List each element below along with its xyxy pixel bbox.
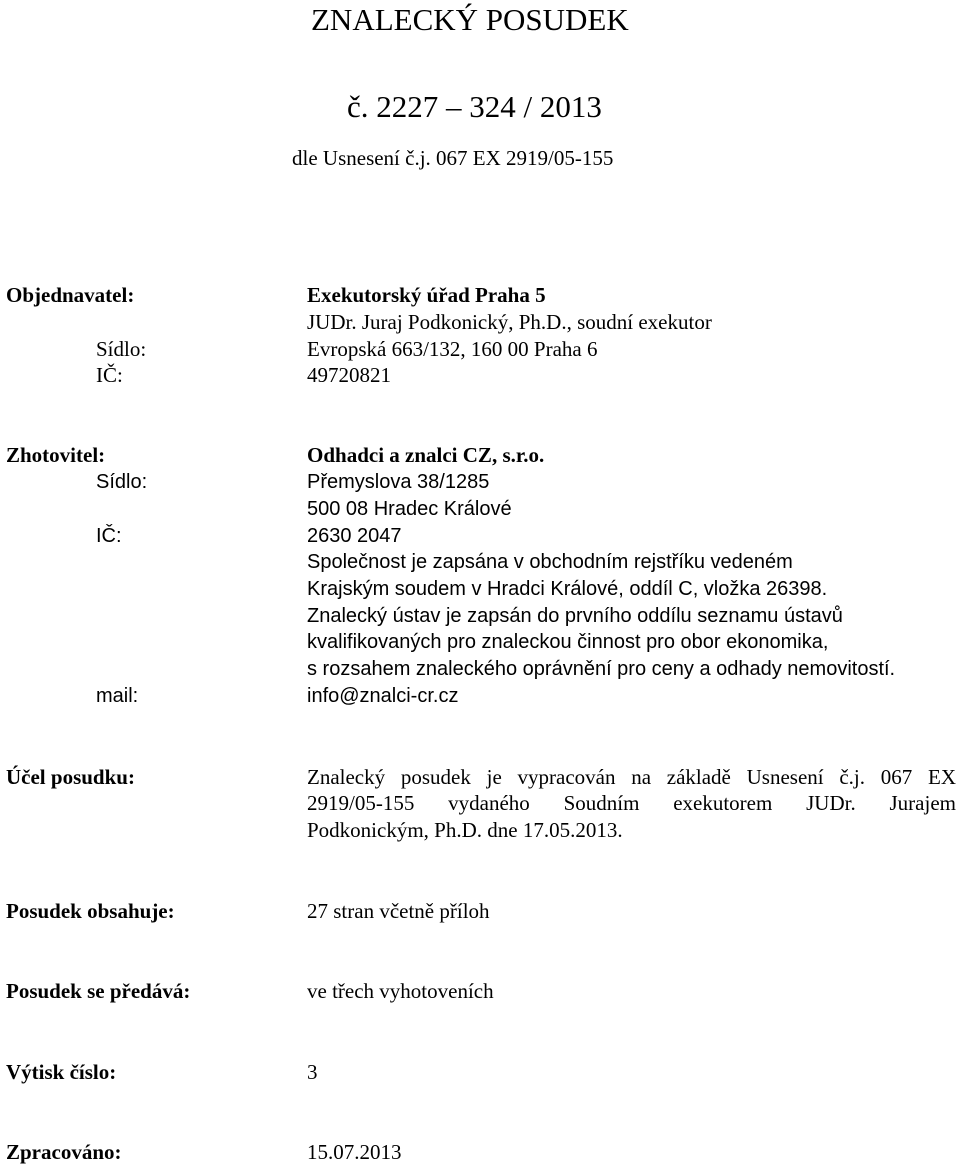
client-ic-label: IČ: bbox=[96, 363, 123, 387]
handover-label: Posudek se předává: bbox=[6, 979, 191, 1003]
processed-label: Zpracováno: bbox=[6, 1140, 122, 1164]
contractor-institute-line: kvalifikovaných pro znaleckou činnost pro obor ekonomika, bbox=[307, 631, 829, 653]
contractor-mail-label: mail: bbox=[96, 685, 139, 707]
contractor-institute-line: s rozsahem znaleckého oprávnění pro ceny a odhady nemovitostí. bbox=[307, 658, 896, 680]
client-name: Exekutorský úřad Praha 5 bbox=[307, 283, 546, 307]
purpose-text-line: Znalecký posudek je vypracován na základě Usnesení č.j. 067 EX bbox=[307, 765, 956, 789]
contractor-mail[interactable]: info@znalci-cr.cz bbox=[307, 685, 459, 707]
contractor-label: Zhotovitel: bbox=[6, 443, 106, 467]
contents-value: 27 stran včetně příloh bbox=[307, 899, 490, 923]
contractor-street: Přemyslova 38/1285 bbox=[307, 471, 490, 493]
copy-number-label: Výtisk číslo: bbox=[6, 1060, 117, 1084]
contractor-register-line: Krajským soudem v Hradci Králové, oddíl C, vložka 26398. bbox=[307, 578, 828, 600]
document-reference: dle Usnesení č.j. 067 EX 2919/05-155 bbox=[292, 146, 614, 170]
contents-label: Posudek obsahuje: bbox=[6, 899, 175, 923]
contractor-register-line: Společnost je zapsána v obchodním rejstříku vedeném bbox=[307, 551, 793, 573]
client-ic: 49720821 bbox=[307, 363, 391, 387]
document-title: ZNALECKÝ POSUDEK bbox=[311, 2, 629, 37]
client-person: JUDr. Juraj Podkonický, Ph.D., soudní exekutor bbox=[307, 310, 712, 334]
copy-number-value: 3 bbox=[307, 1060, 318, 1084]
client-seat-label: Sídlo: bbox=[96, 337, 147, 361]
purpose-text-line: 2919/05-155 vydaného Soudním exekutorem JUDr. Jurajem bbox=[307, 791, 956, 815]
client-label: Objednavatel: bbox=[6, 283, 135, 307]
contractor-institute-line: Znalecký ústav je zapsán do prvního oddílu seznamu ústavů bbox=[307, 605, 843, 627]
contractor-ic: 2630 2047 bbox=[307, 525, 402, 547]
processed-date: 15.07.2013 bbox=[307, 1140, 402, 1164]
handover-value: ve třech vyhotoveních bbox=[307, 979, 494, 1003]
contractor-seat-label: Sídlo: bbox=[96, 471, 148, 493]
document-number: č. 2227 – 324 / 2013 bbox=[347, 89, 602, 124]
contractor-city: 500 08 Hradec Králové bbox=[307, 498, 512, 520]
contractor-ic-label: IČ: bbox=[96, 525, 122, 547]
purpose-label: Účel posudku: bbox=[6, 765, 135, 789]
contractor-name: Odhadci a znalci CZ, s.r.o. bbox=[307, 443, 545, 467]
purpose-text-line: Podkonickým, Ph.D. dne 17.05.2013. bbox=[307, 818, 623, 842]
client-seat: Evropská 663/132, 160 00 Praha 6 bbox=[307, 337, 598, 361]
